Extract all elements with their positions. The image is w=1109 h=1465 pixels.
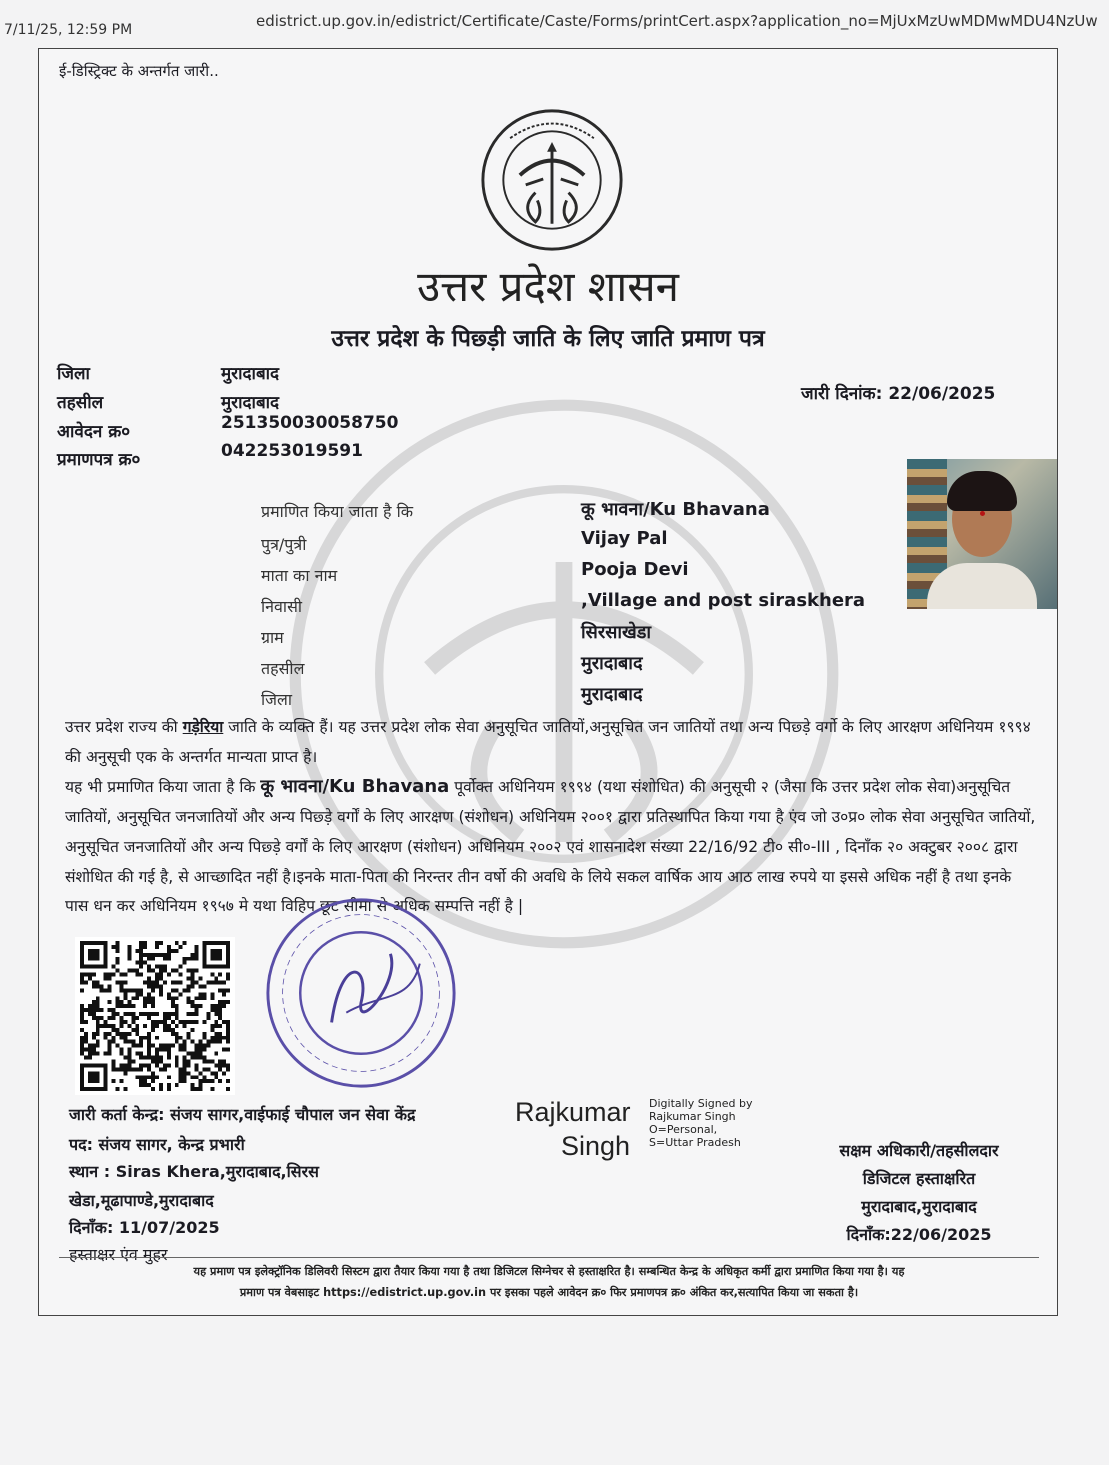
footer-divider	[59, 1257, 1039, 1258]
application-no-label: आवेदन क्र०	[57, 422, 131, 442]
issuer-post: पद: संजय सागर, केन्द्र प्रभारी	[69, 1135, 245, 1154]
issue-date	[801, 381, 995, 404]
csc-seal-stamp-icon	[263, 895, 459, 1091]
tehsil-value: मुरादाबाद	[221, 393, 280, 413]
certificate-no-label: प्रमाणपत्र क्र०	[57, 450, 141, 470]
tehsil-label: तहसील	[57, 393, 104, 413]
detail-label-mother: माता का नाम	[261, 566, 338, 585]
detail-district-value: मुरादाबाद	[581, 684, 643, 705]
detail-label-tehsil: तहसील	[261, 659, 305, 678]
qr-code-icon	[75, 937, 235, 1095]
applicant-photo	[907, 459, 1057, 609]
detail-tehsil-value: मुरादाबाद	[581, 653, 643, 674]
village-value: सिरसाखेडा	[581, 622, 652, 643]
application-no-value: 251350030058750	[221, 413, 399, 433]
detail-label-village: ग्राम	[261, 628, 284, 647]
up-government-emblem-icon	[479, 107, 625, 253]
certificate-title: उत्तर प्रदेश के पिछ्ड़ी जाति के लिए जाति प्रमाण पत्र	[331, 326, 765, 352]
resident-address: ,Village and post siraskhera	[581, 590, 866, 611]
browser-url[interactable]: edistrict.up.gov.in/edistrict/Certificate/Caste/Forms/printCert.aspx?application_no=MjUxMzUwMDMwMDU4NzUw	[256, 12, 1098, 30]
signer-name-line1: Rajkumar	[515, 1097, 631, 1127]
officer-date: दिनाँक:22/06/2025	[846, 1225, 992, 1244]
district-value: मुरादाबाद	[221, 364, 280, 384]
government-title: उत्तर प्रदेश शासन	[417, 262, 679, 311]
issued-under-note: ई-डिस्ट्रिक्ट के अन्तर्गत जारी..	[59, 62, 219, 80]
footer-note: यह प्रमाण पत्र इलेक्ट्रॉनिक डिलिवरी सिस्टम द्वारा तैयार किया गया है तथा डिजिटल सिग्नेचर से हस्ताक्षरित है। सम्बन्धित केन्द्र के अधिकृत कर्मी द्वारा प्रमाणित किया गया है। यह प्रमाण पत्र वेबसाइट https://edistrict.up.gov.in पर इसका पहले आवेदन क्र० फिर प्रमाणपत्र क्र० अंकित कर,सत्यापित किया जा सकता है।	[193, 1265, 905, 1299]
district-label: जिला	[57, 364, 90, 384]
browser-datetime: 7/11/25, 12:59 PM	[4, 22, 133, 38]
officer-location: मुरादाबाद,मुरादाबाद	[861, 1197, 977, 1216]
applicant-name: कू भावना/Ku Bhavana	[581, 499, 770, 520]
issuer-place-line2: खेडा,मूढापाण्डे,मुरादाबाद	[69, 1191, 214, 1210]
officer-digital-signed: डिजिटल हस्ताक्षरित	[862, 1169, 976, 1188]
caste-name: गड़ेरिया	[182, 718, 224, 736]
issue-date-label: जारी दिनांक:	[801, 384, 883, 404]
detail-label-district: जिला	[261, 690, 293, 709]
detail-label-certified: प्रमाणित किया जाता है कि	[261, 502, 414, 521]
signer-name-line2: Singh	[561, 1131, 631, 1161]
issuer-center: जारी कर्ता केन्द्र: संजय सागर,वाईफाई चौपाल जन सेवा केंद्र	[69, 1105, 416, 1124]
detail-label-resident: निवासी	[261, 597, 303, 616]
certificate-no-value: 042253019591	[221, 441, 363, 461]
issue-date-value: 22/06/2025	[888, 384, 996, 404]
issuer-date: दिनाँक: 11/07/2025	[69, 1218, 220, 1237]
father-name: Vijay Pal	[581, 528, 668, 549]
issuer-place-line1: स्थान : Siras Khera,मुरादाबाद,सिरस	[69, 1162, 319, 1181]
officer-title: सक्षम अधिकारी/तहसीलदार	[839, 1141, 999, 1160]
sign-and-seal-label: हस्ताक्षर एंव मुहर	[69, 1245, 168, 1264]
digital-signature-note: Digitally Signed by Rajkumar Singh O=Personal, S=Uttar Pradesh	[649, 1097, 753, 1149]
detail-label-parent: पुत्र/पुत्री	[261, 535, 307, 554]
mother-name: Pooja Devi	[581, 559, 689, 580]
certificate-frame	[38, 48, 1058, 1316]
certificate-body: उत्तर प्रदेश राज्य की गड़ेरिया जाति के व्यक्ति हैं। यह उत्तर प्रदेश लोक सेवा अनुसूचित जातियों,अनुसूचित जन जातियों तथा अन्य पिछ्ड़े वर्गो के लिए आरक्षण अधिनियम १९९४ की अनुसूची एक के अन्तर्गत मान्यता प्राप्त है। यह भी प्रमाणित किया जाता है कि कू भावना/Ku Bhavana पूर्वोक्त अधिनियम १९९४ (यथा संशोधित) की अनुसूची २ (जैसा कि उत्तर प्रदेश लोक सेवा)अनुसूचित जातियों, अनुसूचित जनजातियों और अन्य पिछ्ड़े वर्गों के लिए आरक्षण (संशोधन) अधिनियम २००१ द्वारा प्रतिस्थापित किया गया है एंव जो उ०प्र० लोक सेवा अनुसूचित जातियों, अनुसूचित जनजातियों और अन्य पिछ्ड़े वर्गों के लिए आरक्षण (संशोधन) अधिनियम २००२ एवं शासनादेश संख्या 22/16/92 टी० सी०-III , दिनाँक २० अक्टुबर २००८ द्वारा संशोधित की गई है, से आच्छादित नहीं है।इनके माता-पिता की निरन्तर तीन वर्षो की अवधि के लिये सकल वार्षिक आय आठ लाख रुपये या इससे अधिक नहीं है तथा इनके पास धन कर अधिनियम १९५७ मे यथा विहिप छूट सीमा से अधिक सम्पत्ति नहीं है |	[65, 718, 1036, 916]
inline-applicant-name: कू भावना/Ku Bhavana	[260, 776, 450, 798]
